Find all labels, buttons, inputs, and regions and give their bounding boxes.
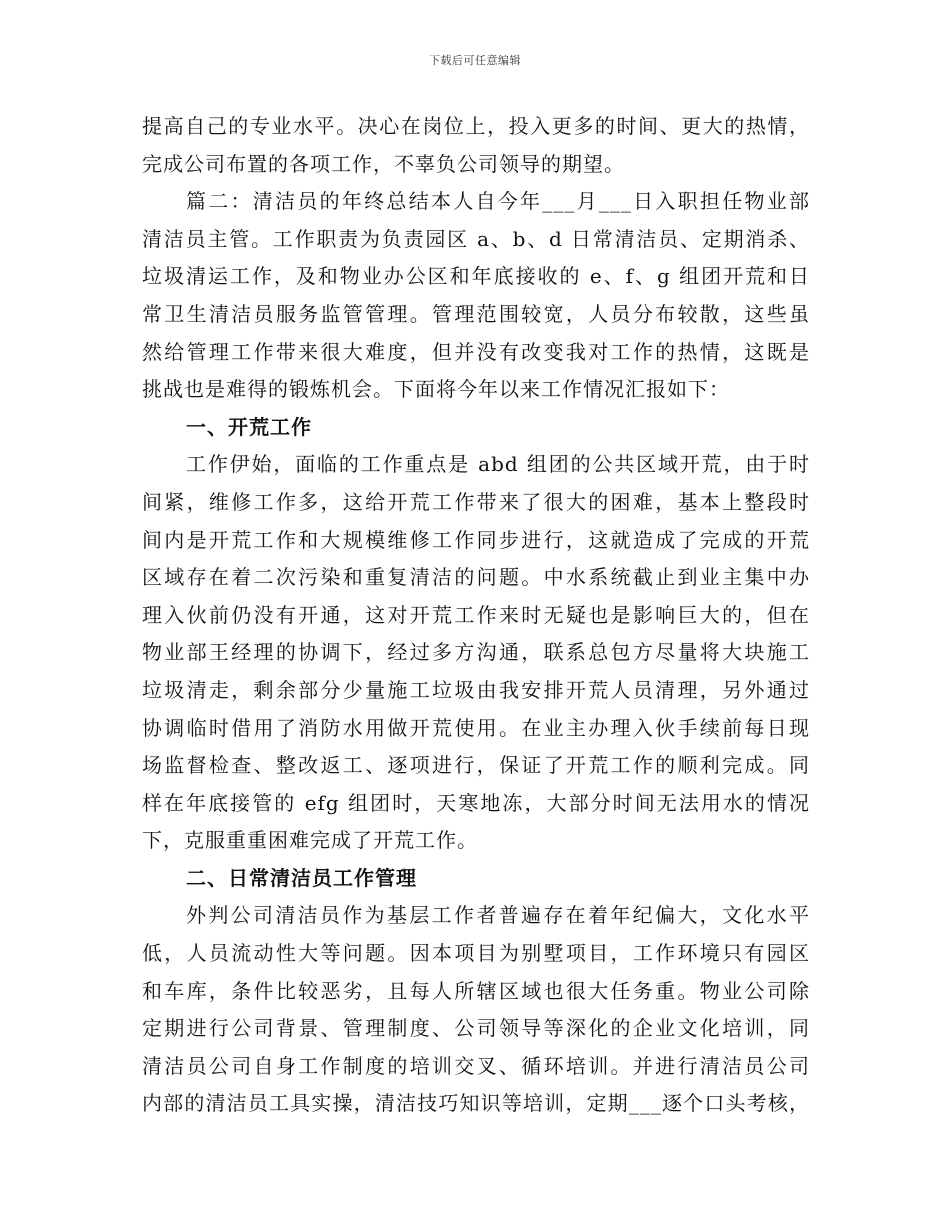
paragraph-line: 下，克服重重困难完成了开荒工作。: [142, 828, 478, 853]
paragraph-line: 区域存在着二次污染和重复清洁的问题。中水系统截止到业主集中办: [142, 565, 810, 590]
paragraph-line: 理入伙前仍没有开通，这对开荒工作来时无疑也是影响巨大的，但在: [142, 602, 810, 627]
page-header: 下载后可任意编辑: [429, 54, 521, 67]
paragraph-line: 垃圾清走，剩余部分少量施工垃圾由我安排开荒人员清理，另外通过: [142, 677, 810, 702]
paragraph-line: 垃圾清运工作，及和物业办公区和年底接收的 e、f、g 组团开荒和日: [142, 264, 810, 289]
paragraph-line: 清洁员主管。工作职责为负责园区 a、b、d 日常清洁员、定期消杀、: [142, 226, 810, 251]
paragraph-line: 外判公司清洁员作为基层工作者普遍存在着年纪偏大，文化水平: [186, 903, 810, 928]
paragraph-line: 间内是开荒工作和大规模维修工作同步进行，这就造成了完成的开荒: [142, 527, 810, 552]
paragraph-line: 提高自己的专业水平。决心在岗位上，投入更多的时间、更大的热情，: [142, 114, 810, 138]
paragraph-line: 协调临时借用了消防水用做开荒使用。在业主办理入伙手续前每日现: [142, 715, 810, 740]
paragraph-line: 低，人员流动性大等问题。因本项目为别墅项目，工作环境只有园区: [142, 941, 810, 966]
paragraph-line: 和车库，条件比较恶劣，且每人所辖区域也很大任务重。物业公司除: [142, 978, 810, 1003]
paragraph-line: 内部的清洁员工具实操，清洁技巧知识等培训，定期___逐个口头考核，: [142, 1091, 810, 1116]
paragraph-line: 样在年底接管的 efg 组团时，天寒地冻，大部分时间无法用水的情况: [142, 790, 810, 815]
paragraph-line: 清洁员公司自身工作制度的培训交叉、循环培训。并进行清洁员公司: [142, 1053, 810, 1078]
section-heading: 二、日常清洁员工作管理: [186, 865, 417, 890]
paragraph-line: 挑战也是难得的锻炼机会。下面将今年以来工作情况汇报如下：: [142, 377, 730, 402]
paragraph-line: 篇二：清洁员的年终总结本人自今年___月___日入职担任物业部: [186, 189, 810, 214]
document-body: [142, 108, 810, 1123]
paragraph-line: 完成公司布置的各项工作，不辜负公司领导的期望。: [142, 151, 625, 176]
paragraph-line: 间紧，维修工作多，这给开荒工作带来了很大的困难，基本上整段时: [142, 489, 810, 514]
paragraph-line: 场监督检查、整改返工、逐项进行，保证了开荒工作的顺利完成。同: [142, 753, 810, 778]
paragraph-line: 常卫生清洁员服务监管管理。管理范围较宽，人员分布较散，这些虽: [142, 301, 810, 326]
paragraph-line: 工作伊始，面临的工作重点是 abd 组团的公共区域开荒，由于时: [186, 452, 810, 477]
paragraph-line: 定期进行公司背景、管理制度、公司领导等深化的企业文化培训，同: [142, 1016, 810, 1041]
section-heading: 一、开荒工作: [186, 414, 312, 439]
paragraph-line: 物业部王经理的协调下，经过多方沟通，联系总包方尽量将大块施工: [142, 640, 810, 665]
paragraph-line: 然给管理工作带来很大难度，但并没有改变我对工作的热情，这既是: [142, 339, 810, 364]
